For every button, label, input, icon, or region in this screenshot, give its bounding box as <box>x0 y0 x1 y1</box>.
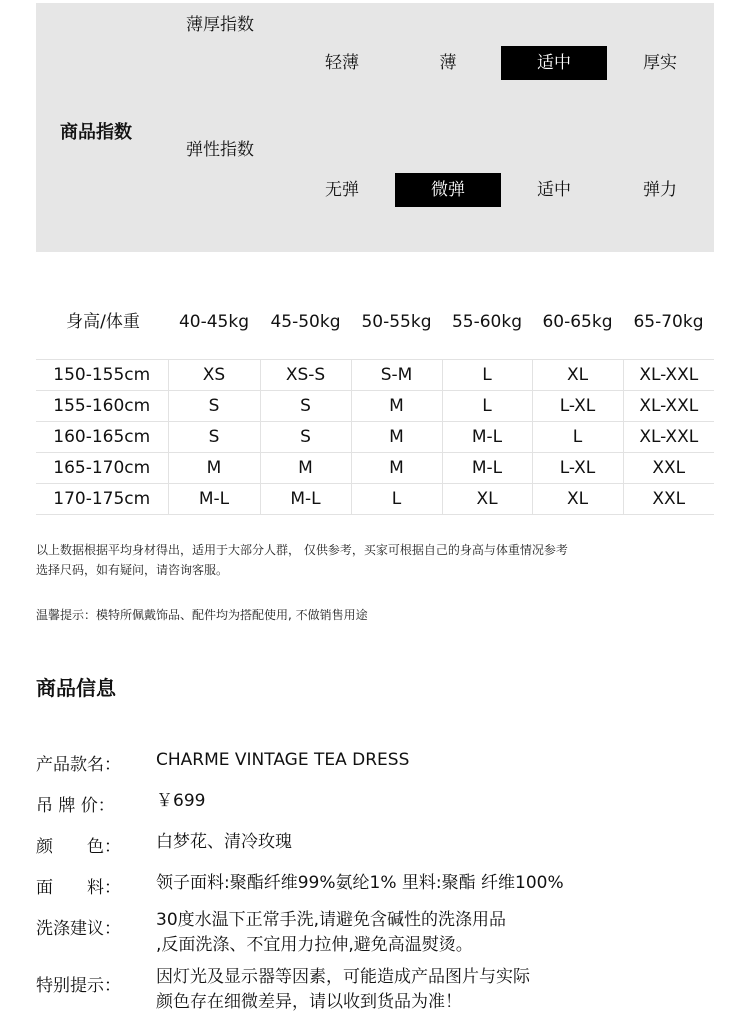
size-cell: M <box>260 453 351 484</box>
size-cell: XL <box>442 484 532 515</box>
size-cell: S-M <box>351 360 442 391</box>
size-cell: S <box>260 391 351 422</box>
info-value-fabric: 领子面料:聚酯纤维99%氨纶1% 里料:聚酯 纤维100% <box>156 873 564 893</box>
info-value-wash-line1: 30度水温下正常手洗,请避免含碱性的洗涤用品 <box>156 910 507 930</box>
size-cell: XL <box>532 360 623 391</box>
size-cell: XL-XXL <box>623 391 714 422</box>
info-label-tag-price: 吊 牌 价： <box>36 796 115 816</box>
size-header-height-weight: 身高/体重 <box>66 312 140 332</box>
thickness-option-selected: 适中 <box>501 46 607 80</box>
size-cell: M <box>168 453 260 484</box>
info-label-fabric: 面 料： <box>36 878 121 898</box>
product-info-title: 商品信息 <box>36 676 116 700</box>
size-cell: M <box>351 391 442 422</box>
table-row <box>36 391 714 422</box>
size-header-weight: 60-65kg <box>542 312 613 332</box>
size-cell: M <box>351 453 442 484</box>
size-cell: XL-XXL <box>623 360 714 391</box>
info-value-tag-price: ￥699 <box>156 791 206 811</box>
size-cell: L <box>442 391 532 422</box>
size-header-weight: 45-50kg <box>270 312 341 332</box>
size-cell: M-L <box>442 422 532 453</box>
height-cell: 150-155cm <box>36 360 168 391</box>
size-cell: XL <box>532 484 623 515</box>
size-cell: M-L <box>260 484 351 515</box>
size-cell: XS <box>168 360 260 391</box>
info-value-style-name: CHARME VINTAGE TEA DRESS <box>156 750 410 770</box>
size-cell: S <box>168 391 260 422</box>
elasticity-index-label: 弹性指数 <box>186 140 254 160</box>
product-index-title: 商品指数 <box>60 122 132 143</box>
size-cell: XL-XXL <box>623 422 714 453</box>
info-label-special-note: 特别提示： <box>36 976 121 996</box>
thickness-index-label: 薄厚指数 <box>186 15 254 35</box>
size-cell: M-L <box>168 484 260 515</box>
thickness-option: 薄 <box>439 53 457 73</box>
size-cell: XXL <box>623 453 714 484</box>
size-cell: L <box>442 360 532 391</box>
info-value-special-note-line2: 颜色存在细微差异，请以收到货品为准！ <box>156 992 462 1012</box>
elasticity-option: 适中 <box>537 180 571 200</box>
info-value-wash-line2: ,反面洗涤、不宜用力拉伸,避免高温熨烫。 <box>156 935 473 955</box>
height-cell: 170-175cm <box>36 484 168 515</box>
elasticity-option: 无弹 <box>325 180 359 200</box>
size-cell: XS-S <box>260 360 351 391</box>
size-cell: XXL <box>623 484 714 515</box>
product-index-panel <box>36 3 714 252</box>
accessory-tip: 温馨提示：模特所佩戴饰品、配件均为搭配使用, 不做销售用途 <box>36 608 368 622</box>
size-cell: S <box>168 422 260 453</box>
size-cell: L <box>532 422 623 453</box>
size-header-weight: 50-55kg <box>361 312 432 332</box>
size-cell: L-XL <box>532 453 623 484</box>
thickness-option: 厚实 <box>643 53 677 73</box>
size-chart-table <box>36 359 714 515</box>
info-label-wash: 洗涤建议： <box>36 919 121 939</box>
table-row <box>36 422 714 453</box>
size-cell: S <box>260 422 351 453</box>
table-row <box>36 484 714 515</box>
size-header-weight: 40-45kg <box>178 312 250 332</box>
size-cell: L <box>351 484 442 515</box>
height-cell: 155-160cm <box>36 391 168 422</box>
size-cell: L-XL <box>532 391 623 422</box>
table-row <box>36 360 714 391</box>
height-cell: 160-165cm <box>36 422 168 453</box>
size-header-weight: 55-60kg <box>451 312 523 332</box>
elasticity-option-selected: 微弹 <box>395 173 501 207</box>
size-note-line2: 选择尺码，如有疑问，请咨询客服。 <box>36 563 229 577</box>
info-label-color: 颜 色： <box>36 837 121 857</box>
size-header-weight: 65-70kg <box>633 312 704 332</box>
table-row <box>36 453 714 484</box>
size-cell: M-L <box>442 453 532 484</box>
height-cell: 165-170cm <box>36 453 168 484</box>
thickness-option: 轻薄 <box>325 53 359 73</box>
size-cell: M <box>351 422 442 453</box>
info-value-color: 白梦花、清冷玫瑰 <box>156 832 292 852</box>
elasticity-option: 弹力 <box>643 180 677 200</box>
info-label-style-name: 产品款名： <box>36 755 121 775</box>
info-value-special-note-line1: 因灯光及显示器等因素，可能造成产品图片与实际 <box>156 967 530 987</box>
size-note-line1: 以上数据根据平均身材得出，适用于大部分人群， 仅供参考，买家可根据自己的身高与体重情况参考 <box>36 543 568 557</box>
